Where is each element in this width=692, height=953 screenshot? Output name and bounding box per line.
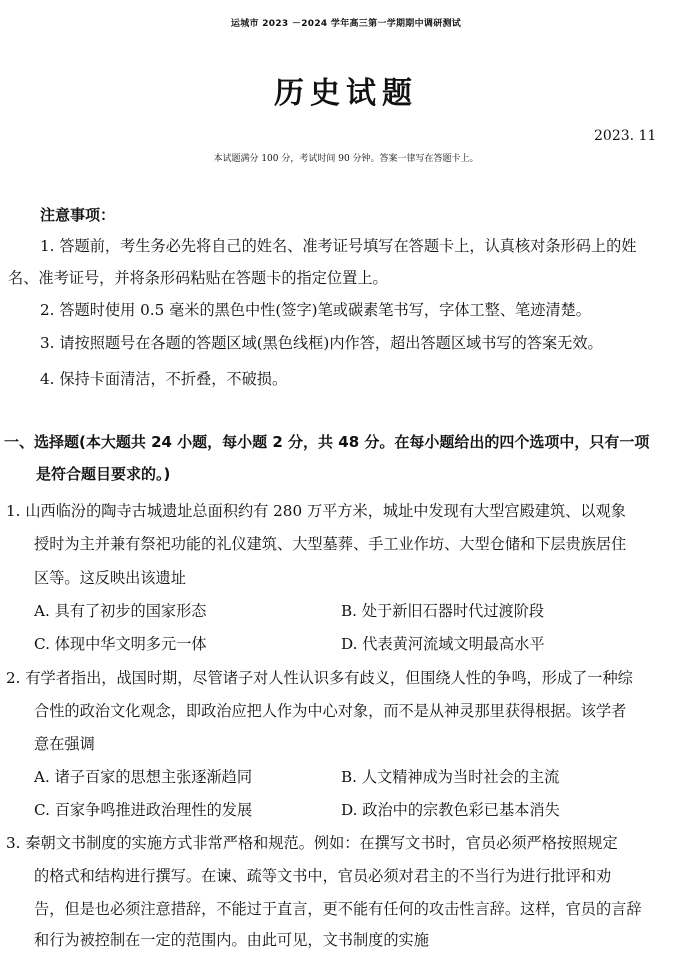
option-a: A. 具有了初步的国家形态 <box>34 602 207 620</box>
exam-main-title: 运城市 2023 －2024 学年高三第一学期期中调研测试 <box>230 19 462 29</box>
notice-line: 名、准考证号，并将条形码粘贴在答题卡的指定位置上。 <box>8 269 388 287</box>
notice-heading: 注意事项： <box>40 206 116 224</box>
question-stem-line: 2. 有学者指出，战国时期，尽管诸子对人性认识多有歧义，但围绕人性的争鸣，形成了一种综 <box>6 669 633 687</box>
question-stem-line: 区等。这反映出该遗址 <box>34 569 186 587</box>
option-b: B. 处于新旧石器时代过渡阶段 <box>341 602 545 620</box>
exam-intro: 本试题满分 100 分，考试时间 90 分钟。答案一律写在答题卡上。 <box>213 154 479 164</box>
exam-date: 2023. 11 <box>594 128 657 144</box>
option-b: B. 人文精神成为当时社会的主流 <box>341 768 560 786</box>
question-stem-line: 意在强调 <box>34 735 95 753</box>
question-stem-line: 3. 秦朝文书制度的实施方式非常严格和规范。例如：在撰写文书时，官员必须严格按照规定 <box>6 834 618 852</box>
option-d: D. 政治中的宗教色彩已基本消失 <box>341 801 560 819</box>
question-stem-line: 的格式和结构进行撰写。在谏、疏等文书中，官员必须对君主的不当行为进行批评和劝 <box>34 867 612 885</box>
option-c: C. 百家争鸣推进政治理性的发展 <box>34 801 253 819</box>
subject-title: 历史试题 <box>274 76 418 111</box>
option-a: A. 诸子百家的思想主张逐渐趋同 <box>34 768 253 786</box>
notice-line: 2. 答题时使用 0.5 毫米的黑色中性(签字)笔或碳素笔书写，字体工整、笔迹清楚。 <box>40 301 591 319</box>
notice-line: 4. 保持卡面清洁，不折叠，不破损。 <box>40 370 288 388</box>
question-stem-line: 告，但是也必须注意措辞，不能过于直言，更不能有任何的攻击性言辞。这样，官员的言辞 <box>34 900 642 918</box>
notice-line: 3. 请按照题号在各题的答题区域(黑色线框)内作答，超出答题区域书写的答案无效。 <box>40 334 603 352</box>
question-stem-line: 合性的政治文化观念，即政治应把人作为中心对象，而不是从神灵那里获得根据。该学者 <box>34 702 627 720</box>
question-stem-line: 授时为主并兼有祭祀功能的礼仪建筑、大型墓葬、手工业作坊、大型仓储和下层贵族居住 <box>34 535 627 553</box>
question-stem-line: 和行为被控制在一定的范围内。由此可见，文书制度的实施 <box>34 931 429 949</box>
section-heading: 一、选择题(本大题共 24 小题，每小题 2 分，共 48 分。在每小题给出的四个选项中，只有一项 <box>4 433 650 451</box>
notice-line: 1. 答题前，考生务必先将自己的姓名、准考证号填写在答题卡上，认真核对条形码上的姓 <box>40 237 637 255</box>
question-stem-line: 1. 山西临汾的陶寺古城遗址总面积约有 280 万平方米，城址中发现有大型宫殿建筑、以观象 <box>6 502 626 520</box>
section-heading-cont: 是符合题目要求的。) <box>36 465 171 483</box>
option-d: D. 代表黄河流域文明最高水平 <box>341 635 545 653</box>
option-c: C. 体现中华文明多元一体 <box>34 635 207 653</box>
